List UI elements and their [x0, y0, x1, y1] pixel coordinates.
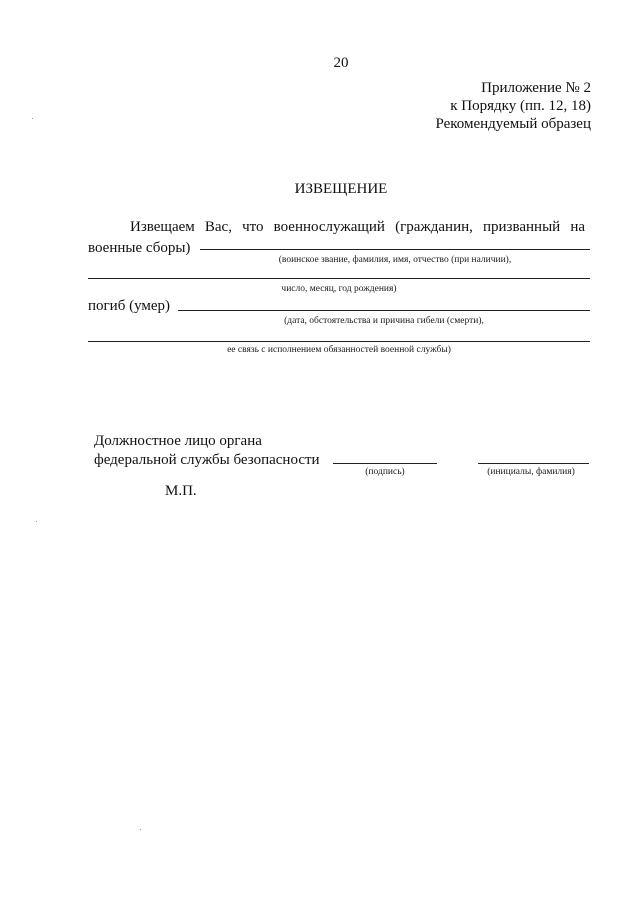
notice-title: ИЗВЕЩЕНИЕ: [294, 181, 388, 197]
scan-speck: [140, 829, 141, 830]
service-link-blank-line: [88, 341, 590, 342]
appendix-number: Приложение № 2: [481, 80, 591, 96]
intro-text: Извещаем Вас, что военнослужащий (гражданин, призванный на: [130, 219, 585, 235]
appendix-sample-note: Рекомендуемый образец: [435, 116, 591, 132]
stamp-place-label: М.П.: [165, 483, 197, 499]
scan-speck: [32, 118, 33, 119]
birth-date-blank-line: [88, 278, 590, 279]
appendix-order-reference: к Порядку (пп. 12, 18): [450, 98, 591, 114]
died-label: погиб (умер): [88, 298, 171, 314]
death-circumstances-blank-line: [178, 310, 590, 311]
page-number: 20: [333, 55, 349, 71]
military-training-label: военные сборы): [88, 240, 191, 256]
rank-name-caption: (воинское звание, фамилия, имя, отчество (при наличии),: [278, 255, 512, 265]
birth-date-caption: число, месяц, год рождения): [281, 284, 397, 294]
signature-caption: (подпись): [365, 467, 405, 477]
service-link-caption: ее связь с исполнением обязанностей военной службы): [227, 345, 451, 355]
initials-caption: (инициалы, фамилия): [487, 467, 575, 477]
signature-blank-line: [333, 463, 437, 464]
rank-name-blank-line: [200, 249, 590, 250]
death-circumstances-caption: (дата, обстоятельства и причина гибели (смерти),: [284, 316, 484, 326]
official-title-line2: федеральной службы безопасности: [94, 452, 320, 468]
initials-blank-line: [478, 463, 589, 464]
official-title-line1: Должностное лицо органа: [94, 433, 262, 449]
appendix-header: [435, 79, 591, 133]
scan-speck: [36, 521, 37, 522]
